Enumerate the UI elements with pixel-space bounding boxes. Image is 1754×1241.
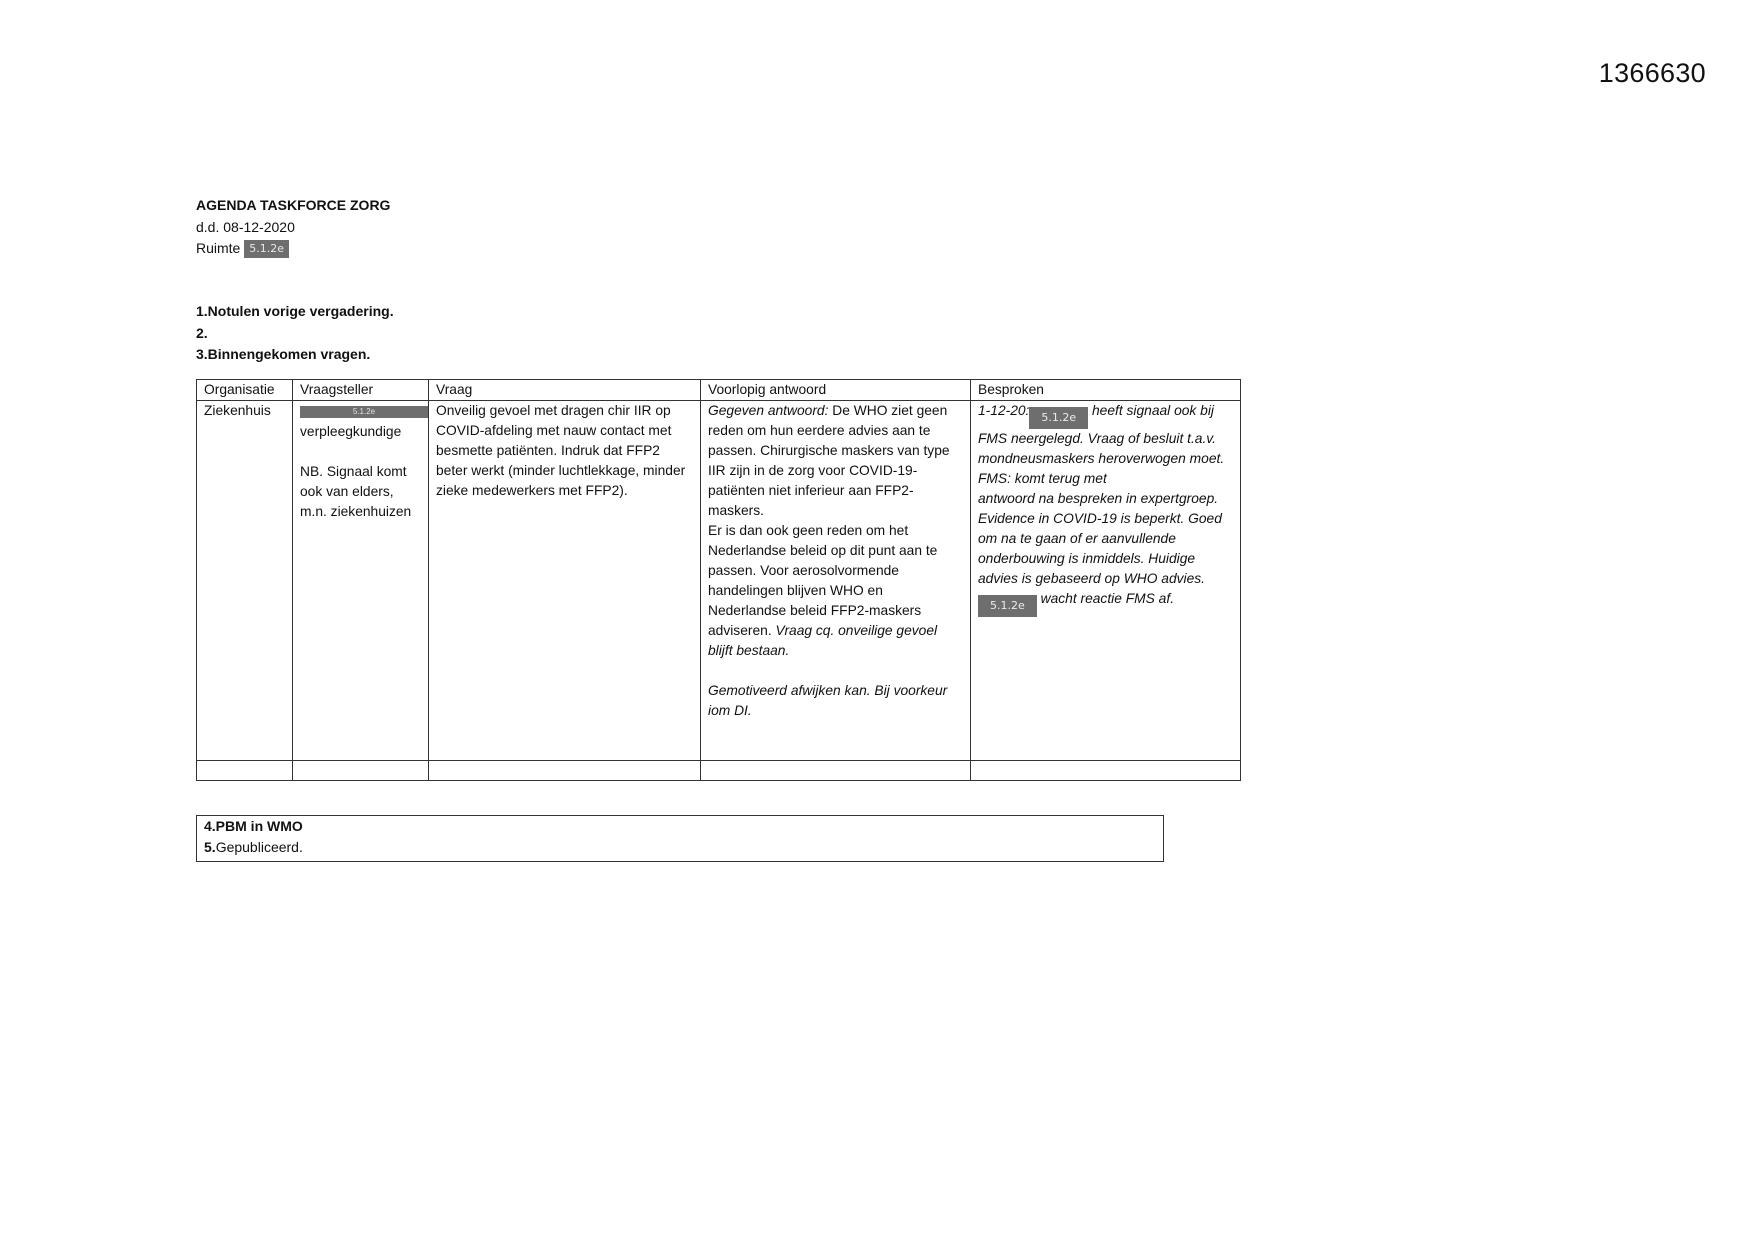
column-header: Vraag bbox=[429, 380, 701, 401]
besproken-part-1: heeft signaal ook bij FMS neergelegd. Vraag of besluit t.a.v. mondneusmaskers heroverwogen moet. FMS: komt terug met bbox=[978, 403, 1225, 486]
questions-table bbox=[196, 379, 1241, 781]
agenda-item-5-text: Gepubliceerd. bbox=[215, 839, 303, 855]
column-header: Organisatie bbox=[197, 380, 293, 401]
antwoord-label: Gegeven antwoord: bbox=[708, 403, 829, 418]
table-header-row bbox=[197, 380, 1241, 401]
antwoord-text: De WHO ziet geen reden om hun eerdere advies aan te passen. Chirurgische maskers van type IIR zijn in de zorg voor COVID-19-patiënten niet inferieur aan FFP2-maskers. bbox=[708, 403, 950, 518]
agenda-item-2: 2. bbox=[196, 324, 208, 341]
room-redaction: 5.1.2e bbox=[244, 240, 289, 258]
vraagsteller-role: verpleegkundige bbox=[300, 424, 402, 439]
agenda-item-5 bbox=[204, 837, 1156, 858]
besproken-part-2: antwoord na bespreken in expertgroep. Evidence in COVID-19 is beperkt. Goed om na te gaan of er aanvullende onderbouwing is inmiddels. Huidige advies is gebaseerd op WHO advies. bbox=[978, 491, 1222, 586]
besproken-redaction-2: 5.1.2e bbox=[978, 595, 1037, 617]
cell-voorlopig-antwoord bbox=[701, 401, 971, 761]
agenda-item-3: 3.Binnengekomen vragen. bbox=[196, 346, 371, 362]
document-number: 1366630 bbox=[1598, 58, 1706, 88]
column-header: Vraagsteller bbox=[293, 380, 429, 401]
antwoord-italic-2: Vraag cq. onveilige gevoel blijft bestaan. bbox=[708, 623, 938, 658]
agenda-items bbox=[196, 301, 394, 366]
table-row-empty bbox=[197, 761, 1241, 781]
antwoord-paragraph-2 bbox=[708, 521, 963, 661]
agenda-date: d.d. 08-12-2020 bbox=[196, 218, 295, 235]
besproken-paragraph-1 bbox=[978, 401, 1233, 489]
besproken-redaction-1: 5.1.2e bbox=[1029, 407, 1088, 429]
cell-besproken bbox=[971, 401, 1241, 761]
agenda-bottom-box bbox=[196, 815, 1164, 862]
agenda-title: AGENDA TASKFORCE ZORG bbox=[196, 197, 391, 213]
cell-organisatie: Ziekenhuis bbox=[197, 401, 293, 761]
table-row bbox=[197, 401, 1241, 761]
agenda-item-1: 1.Notulen vorige vergadering. bbox=[196, 303, 394, 319]
column-header: Besproken bbox=[971, 380, 1241, 401]
agenda-item-4: 4.PBM in WMO bbox=[204, 818, 303, 834]
antwoord-italic-3: Gemotiveerd afwijken kan. Bij voorkeur iom DI. bbox=[708, 683, 948, 718]
besproken-prefix: 1-12-20: bbox=[978, 403, 1030, 418]
vraagsteller-redaction: 5.1.2e bbox=[300, 406, 428, 418]
cell-vraagsteller bbox=[293, 401, 429, 761]
besproken-paragraph-2 bbox=[978, 489, 1233, 617]
antwoord-paragraph-1 bbox=[708, 401, 963, 521]
cell-vraag: Onveilig gevoel met dragen chir IIR op COVID-afdeling met nauw contact met besmette patiënten. Indruk dat FFP2 beter werkt (minder luchtlekkage, minder zieke medewerkers met FFP2). bbox=[429, 401, 701, 761]
agenda-item-5-number: 5. bbox=[204, 839, 216, 855]
room-label: Ruimte bbox=[196, 240, 241, 256]
antwoord-text-2: Er is dan ook geen reden om het Nederlandse beleid op dit punt aan te passen. Voor aerosolvormende handelingen blijven WHO en Nederlandse beleid FFP2-maskers adviseren. bbox=[708, 523, 938, 638]
besproken-part-3: wacht reactie FMS af. bbox=[1040, 591, 1175, 606]
vraagsteller-note: NB. Signaal komt ook van elders, m.n. ziekenhuizen bbox=[300, 464, 412, 519]
agenda-header bbox=[196, 195, 390, 260]
column-header: Voorlopig antwoord bbox=[701, 380, 971, 401]
agenda-room bbox=[196, 238, 390, 260]
